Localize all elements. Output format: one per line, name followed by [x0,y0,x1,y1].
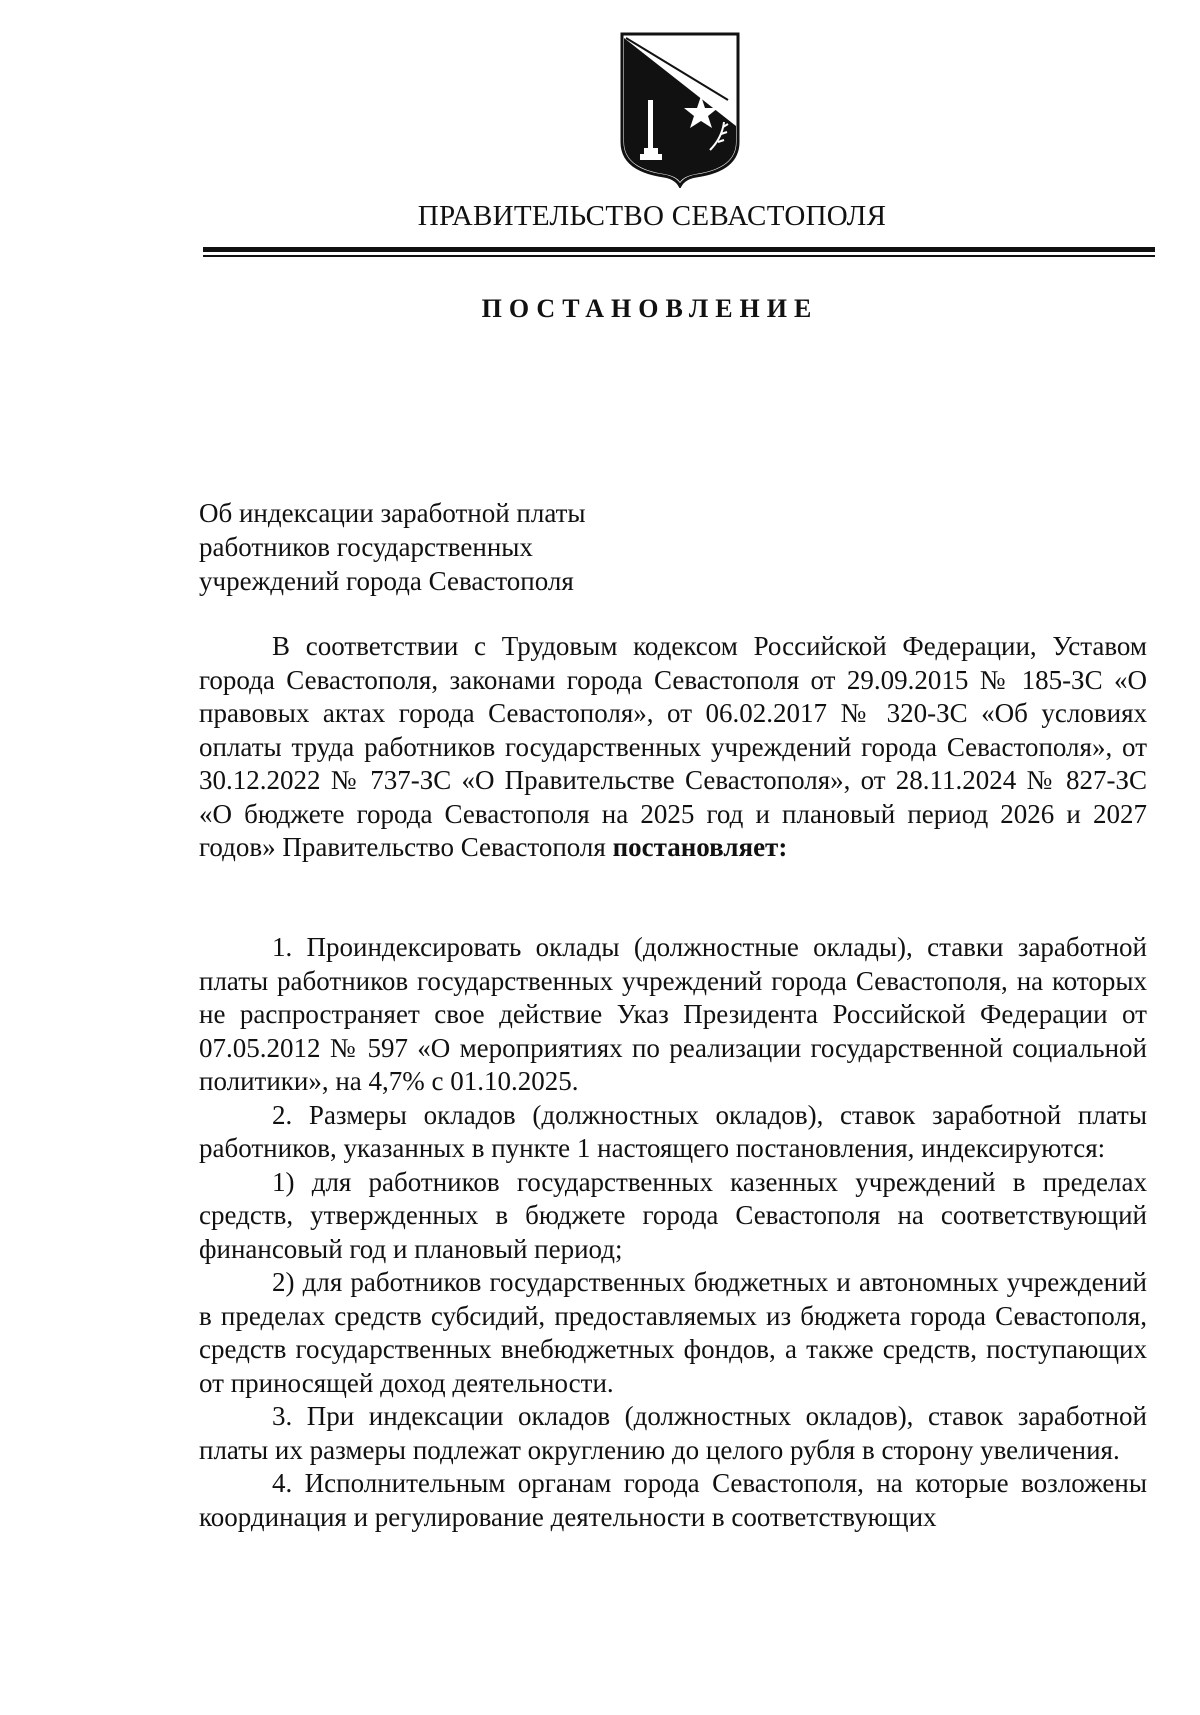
clause-paragraph: 1. Проиндексировать оклады (должностные оклады), ставки заработной платы работников государственных учреждений города Севастополя, на которых не распространяет свое действие Указ Президента Российской Федерации от 07.05.2012 № 597 «О мероприятиях по реализации государственной социальной политики», на 4,7% с 01.10.2025. [199,932,1147,1096]
clause-paragraph: 2. Размеры окладов (должностных окладов), ставок заработной платы работников, указанных в пункте 1 настоящего постановления, индексируются: [199,1099,1147,1163]
document-subject [199,496,586,598]
preamble [199,630,1147,865]
subject-line: учреждений города Севастополя [199,566,574,596]
preamble-paragraph [199,630,1147,865]
document-type-heading: ПОСТАНОВЛЕНИЕ [481,294,819,323]
header-rule-thin [203,255,1155,257]
subject-line: Об индексации заработной платы [199,498,586,528]
clauses [199,931,1147,1534]
preamble-text: В соответствии с Трудовым кодексом Российской Федерации, Уставом города Севастополя, законами города Севастополя от 29.09.2015 № 185-ЗС «О правовых актах города Севастополя», от 06.02.2017 № 320-ЗС «Об условиях оплаты труда работников государственных учреждений города Севастополя», от 30.12.2022 № 737-ЗС «О Правительстве Севастополя», от 28.11.2024 № 827-ЗС «О бюджете города Севастополя на 2025 год и плановый период 2026 и 2027 годов» Правительство Севастополя [199,631,1147,862]
clause-paragraph: 3. При индексации окладов (должностных окладов), ставок заработной платы их размеры подлежат округлению до целого рубля в сторону увеличения. [199,1401,1147,1465]
organization-name: ПРАВИТЕЛЬСТВО СЕВАСТОПОЛЯ [417,200,887,232]
clause-paragraph: 2) для работников государственных бюджетных и автономных учреждений в пределах средств субсидий, предоставляемых из бюджета города Севастополя, средств государственных внебюджетных фондов, а также средств, поступающих от приносящей доход деятельности. [199,1267,1147,1398]
clause-paragraph: 4. Исполнительным органам города Севастополя, на которые возложены координация и регулирование деятельности в соответствующих [199,1468,1147,1532]
subject-line: работников государственных [199,532,533,562]
clause-paragraph: 1) для работников государственных казенных учреждений в пределах средств, утвержденных в бюджете города Севастополя на соответствующий финансовый год и плановый период; [199,1166,1147,1264]
header-rule-thick [203,247,1155,252]
preamble-keyword: постановляет: [612,832,788,862]
coat-of-arms-icon [618,30,742,188]
